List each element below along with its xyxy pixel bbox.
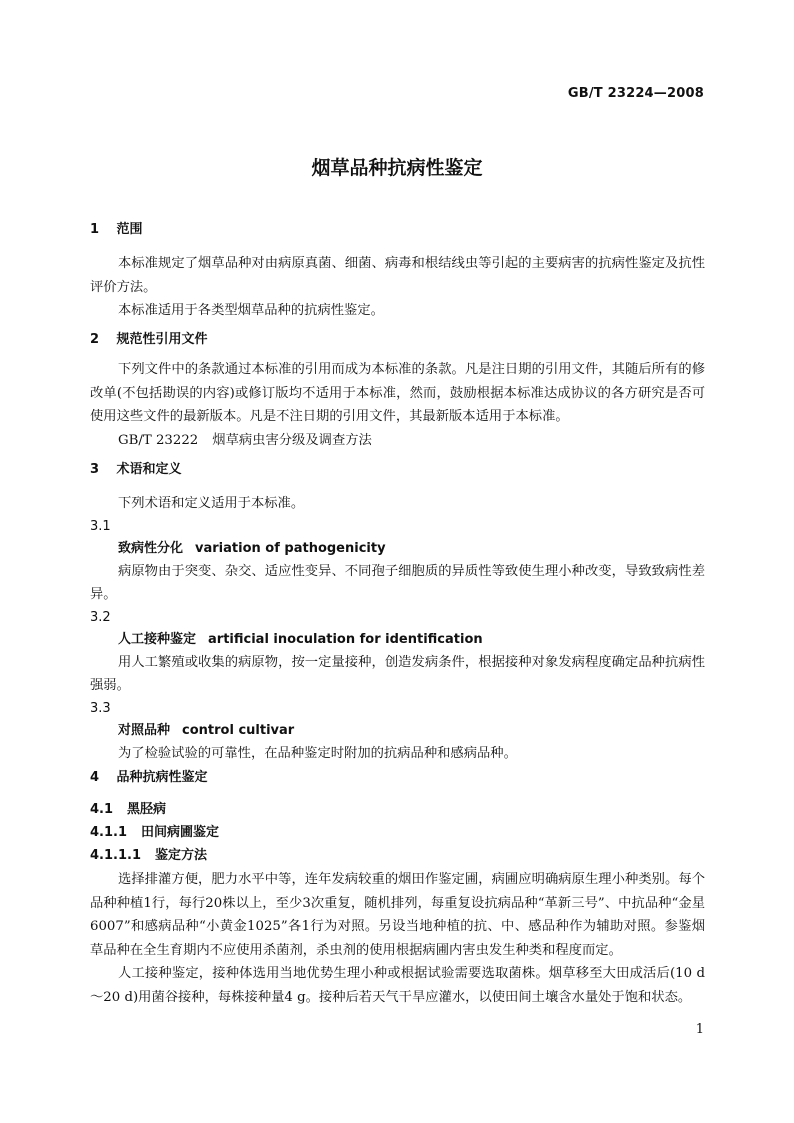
section-title: 规范性引用文件 [116, 332, 208, 347]
document-title: 烟草品种抗病性鉴定 [311, 157, 483, 179]
reference-title: 烟草病虫害分级及调查方法 [212, 432, 372, 448]
section-3-body [90, 492, 705, 765]
term-en: variation of pathogenicity [195, 540, 386, 556]
section-title: 范围 [116, 222, 143, 237]
term-definition: 为了检验试验的可靠性，在品种鉴定时附加的抗病品种和感病品种。 [118, 745, 517, 761]
term-number: 3.2 [90, 609, 111, 625]
term-number: 3.3 [90, 700, 111, 716]
paragraph: 本标准规定了烟草品种对由病原真菌、细菌、病毒和根结线虫等引起的主要病害的抗病性鉴定及抗性评价方法。 [90, 256, 705, 295]
paragraph: 本标准适用于各类型烟草品种的抗病性鉴定。 [118, 303, 384, 318]
section-heading [90, 768, 705, 788]
subsection-number: 4.1 [90, 802, 114, 817]
reference-code: GB/T 23222 [118, 432, 199, 448]
term-definition: 病原物由于突变、杂交、适应性变异、不同孢子细胞质的异质性等致使生理小种改变，导致致病性差异。 [90, 563, 705, 602]
term-zh: 致病性分化 [118, 540, 184, 556]
subsection-heading [90, 800, 705, 820]
section-heading [90, 220, 705, 240]
subsection-heading [90, 823, 705, 843]
term-zh: 对照品种 [118, 722, 171, 738]
page-number: 1 [695, 1022, 704, 1037]
section-title: 品种抗病性鉴定 [116, 770, 208, 785]
section-4-body [90, 800, 705, 1009]
term-heading [90, 720, 705, 742]
section-1 [90, 220, 705, 240]
paragraph: 下列术语和定义适用于本标准。 [118, 496, 305, 511]
term-en: control cultivar [182, 722, 295, 738]
standard-code: GB/T 23224—2008 [567, 86, 704, 101]
section-number: 2 [90, 332, 100, 347]
subsection-title: 鉴定方法 [155, 848, 208, 863]
section-number: 4 [90, 770, 100, 785]
term-zh: 人工接种鉴定 [118, 631, 197, 647]
section-number: 1 [90, 222, 100, 237]
section-1-body [90, 252, 705, 323]
normative-reference [90, 429, 705, 453]
subsection-heading [90, 846, 705, 866]
section-3 [90, 460, 705, 480]
paragraph: 选择排灌方便，肥力水平中等，连年发病较重的烟田作鉴定圃，病圃应明确病原生理小种类别。每个品种种植1行，每行20株以上，至少3次重复，随机排列，每重复设抗病品种“革新三号”、中抗品种“金星6007”和感病品种“小黄金1025”各1行为对照。另设当地种植的抗、中、感品种作为辅助对照。参鉴烟草品种在全生育期内不应使用杀菌剂，杀虫剂的使用根据病圃内害虫发生种类和程度而定。 [90, 872, 705, 958]
paragraph: 下列文件中的条款通过本标准的引用而成为本标准的条款。凡是注日期的引用文件，其随后所有的修改单(不包括勘误的内容)或修订版均不适用于本标准，然而，鼓励根据本标准达成协议的各方研究是否可使用这些文件的最新版本。凡是不注日期的引用文件，其最新版本适用于本标准。 [90, 362, 705, 424]
section-title: 术语和定义 [116, 462, 182, 477]
paragraph: 人工接种鉴定，接种体选用当地优势生理小种或根据试验需要选取菌株。烟草移至大田成活后(10 d～20 d)用菌谷接种，每株接种量4 g。接种后若天气干旱应灌水，以使田间土壤含水量处于饱和状态。 [90, 966, 705, 1005]
section-heading [90, 460, 705, 480]
subsection-number: 4.1.1 [90, 825, 128, 840]
section-2 [90, 330, 705, 350]
subsection-number: 4.1.1.1 [90, 848, 141, 863]
section-4 [90, 768, 705, 788]
subsection-title: 黑胫病 [127, 802, 167, 817]
section-number: 3 [90, 462, 100, 477]
section-2-body [90, 358, 705, 452]
term-number: 3.1 [90, 518, 111, 534]
section-heading [90, 330, 705, 350]
term-heading [90, 629, 705, 651]
term-heading [90, 538, 705, 560]
term-definition: 用人工繁殖或收集的病原物，按一定量接种，创造发病条件，根据接种对象发病程度确定品种抗病性强弱。 [90, 654, 705, 693]
subsection-title: 田间病圃鉴定 [141, 825, 220, 840]
term-en: artificial inoculation for identification [208, 631, 483, 647]
